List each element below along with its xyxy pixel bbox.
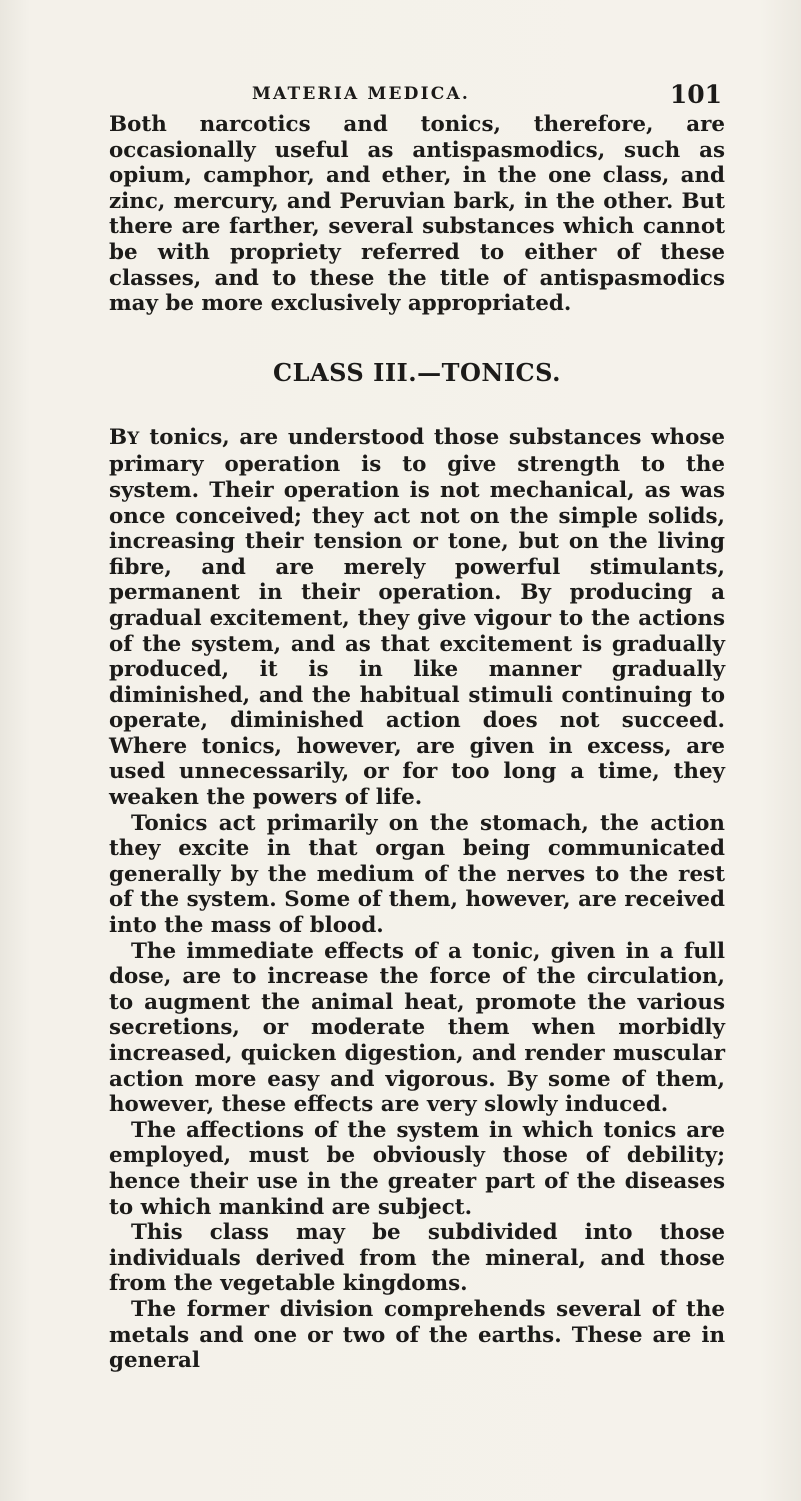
section-heading: CLASS III.—TONICS. [273, 357, 561, 387]
paragraph-definition [109, 425, 725, 811]
page-number: 101 [669, 80, 722, 109]
body-text [109, 112, 725, 1374]
page-header [252, 80, 722, 112]
paragraph-intro: Both narcotics and tonics, therefore, are occasionally useful as antispasmodics, such as opium, camphor, and ether, in the one class, and zinc, mercury, and Peruvian bark, in the other. But there are farther, several substances which cannot be with propriety referred to either of these classes, and to these the title of antispasmodics may be more exclusively appropriated. [109, 112, 725, 317]
paragraph-immediate-effects: The immediate effects of a tonic, given in a full dose, are to increase the force of the circulation, to augment the animal heat, promote the various secretions, or moderate them when morbidly increased, quicken digestion, and render muscular action more easy and vigorous. By some of them, however, these effects are very slowly induced. [109, 938, 725, 1118]
running-head: MATERIA MEDICA. [252, 84, 470, 104]
paragraph-primary-action: Tonics act primarily on the stomach, the action they excite in that organ being communicated generally by the medium of the nerves to the rest of the system. Some of them, however, are received into the mass of blood. [109, 810, 725, 939]
paragraph-definition-text: tonics, are understood those substances whose primary operation is to give strength to the system. Their operation is not mechanical, as was once conceived; they act not on the simple solids, increasing their tension or tone, but on the living fibre, and are merely powerful stimulants, permanent in their operation. By producing a gradual excitement, they give vigour to the actions of the system, and as that excitement is gradually produced, it is in like manner gradually diminished, and the habitual stimuli continuing to operate, diminished action does not succeed. Where tonics, however, are given in excess, are used unnecessarily, or for too long a time, they weaken the powers of life. [109, 424, 725, 811]
paragraph-former-division: The former division comprehends several of the metals and one or two of the earths. These are in general [109, 1296, 725, 1374]
paragraph-affections: The affections of the system in which tonics are employed, must be obviously those of debility; hence their use in the greater part of the diseases to which mankind are subject. [109, 1117, 725, 1220]
paragraph-subdivision: This class may be subdivided into those individuals derived from the mineral, and those from the vegetable kingdoms. [109, 1220, 725, 1297]
lead-capital: B [109, 424, 128, 450]
lead-small-caps: Y [127, 428, 140, 449]
